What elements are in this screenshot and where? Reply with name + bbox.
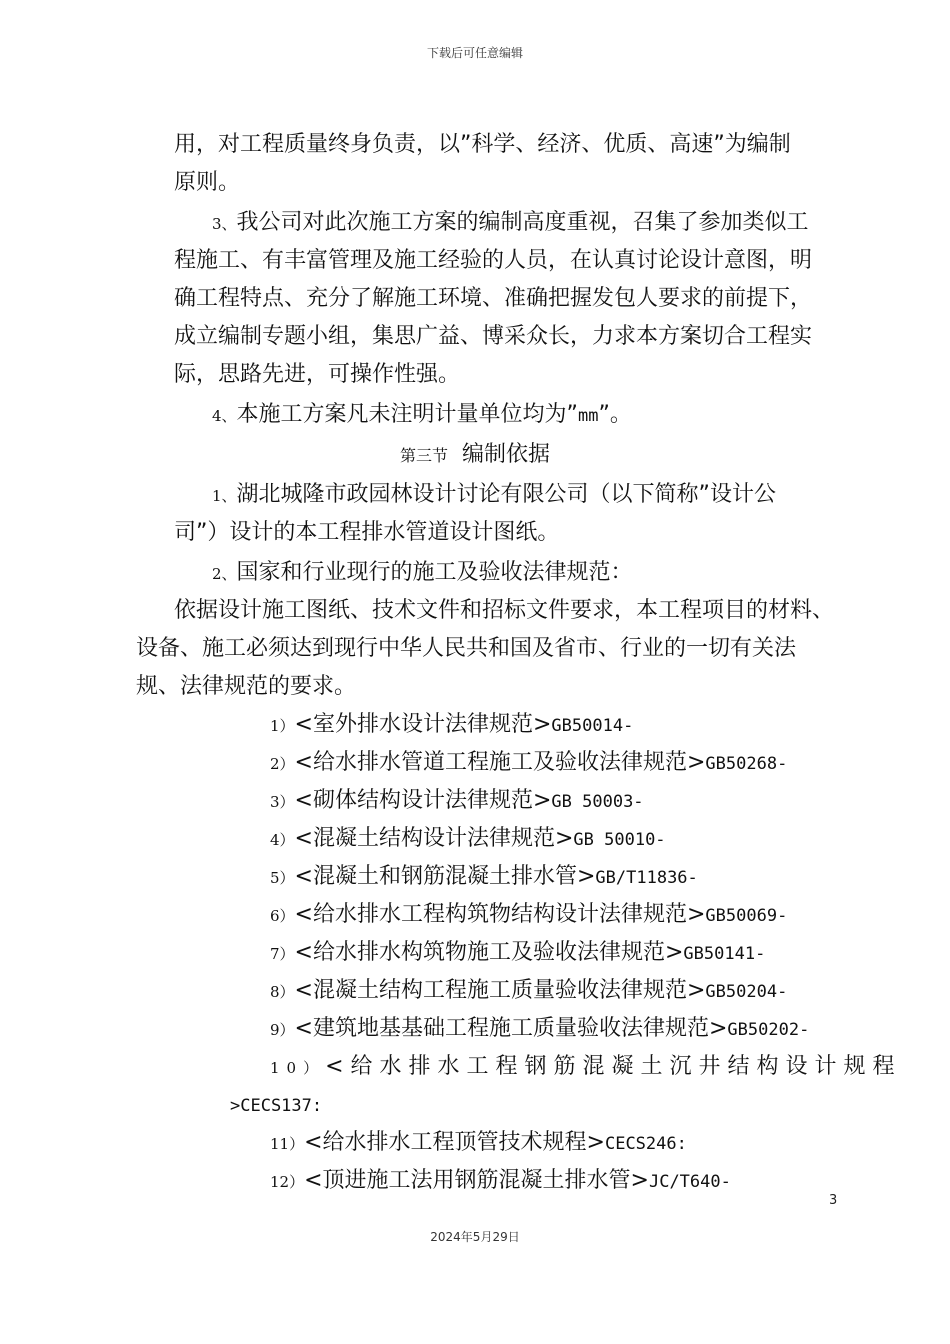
paragraph-line: 际，思路先进，可操作性强。 xyxy=(174,362,461,387)
paragraph-line: 确工程特点、充分了解施工环境、准确把握发包人要求的前提下， xyxy=(174,286,813,311)
section-title: 编制依据 xyxy=(462,442,551,467)
standard-code: GB 50003- xyxy=(551,792,644,812)
standard-code: GB50268- xyxy=(705,754,788,774)
standard-list-item xyxy=(270,896,787,935)
standard-list-item xyxy=(270,972,787,1011)
standard-name: <混凝土结构设计法律规范> xyxy=(294,826,574,851)
paragraph-line: 司”）设计的本工程排水管道设计图纸。 xyxy=(174,520,560,545)
paragraph-line: 用，对工程质量终身负责，以”科学、经济、优质、高速”为编制 xyxy=(174,132,791,157)
paragraph-text: 湖北城隆市政园林设计讨论有限公司（以下简称”设计公 xyxy=(236,482,776,507)
paragraph-line: 成立编制专题小组，集思广益、博采众长，力求本方案切合工程实 xyxy=(174,324,813,349)
list-number: 1） xyxy=(270,717,295,735)
standard-name: <给水排水构筑物施工及验收法律规范> xyxy=(294,940,684,965)
list-number: 12） xyxy=(270,1173,305,1191)
list-number: 5） xyxy=(270,869,295,887)
list-number: 10） xyxy=(270,1059,326,1077)
list-number: 8） xyxy=(270,983,295,1001)
standard-code: GB50204- xyxy=(705,982,788,1002)
paragraph-text: 国家和行业现行的施工及验收法律规范： xyxy=(236,560,633,585)
paragraph-line: 规、法律规范的要求。 xyxy=(136,674,357,699)
paragraph-line: 程施工、有丰富管理及施工经验的人员，在认真讨论设计意图，明 xyxy=(174,248,813,273)
list-number: 6） xyxy=(270,907,295,925)
standard-list-item xyxy=(270,744,787,783)
paragraph-text: ”。 xyxy=(598,402,632,427)
standard-name: <给水排水管道工程施工及验收法律规范> xyxy=(294,750,706,775)
standard-name: <给水排水工程顶管技术规程> xyxy=(304,1130,605,1155)
list-number: 9） xyxy=(270,1021,295,1039)
paragraph-number: 2、 xyxy=(212,565,237,583)
list-number: 7） xyxy=(270,945,295,963)
standard-code: CECS246: xyxy=(604,1134,687,1154)
standard-code: >CECS137: xyxy=(230,1096,323,1116)
list-number: 4） xyxy=(270,831,295,849)
standard-list-item xyxy=(270,1124,687,1163)
paragraph-line xyxy=(212,476,776,515)
list-number: 2） xyxy=(270,755,295,773)
paragraph-text: 本施工方案凡未注明计量单位均为” xyxy=(236,402,578,427)
standard-code: GB/T11836- xyxy=(595,868,698,888)
standard-list-item xyxy=(270,1048,902,1087)
standard-name: <给水排水工程钢筋混凝土沉井结构设计规程 xyxy=(325,1054,902,1079)
standard-list-item xyxy=(270,782,644,821)
paragraph-line xyxy=(212,554,633,593)
standard-list-item xyxy=(270,1010,809,1049)
standard-name: <给水排水工程构筑物结构设计法律规范> xyxy=(294,902,706,927)
paragraph-line xyxy=(212,204,809,243)
page-footer: 2024年5月29日 xyxy=(430,1230,520,1244)
standard-list-item xyxy=(270,858,698,897)
standard-name: <砌体结构设计法律规范> xyxy=(294,788,552,813)
standard-name: <混凝土结构工程施工质量验收法律规范> xyxy=(294,978,706,1003)
standard-code: GB50014- xyxy=(551,716,634,736)
paragraph-line xyxy=(212,396,632,435)
page-number: 3 xyxy=(829,1193,838,1208)
paragraph-text: 我公司对此次施工方案的编制高度重视，召集了参加类似工 xyxy=(236,210,809,235)
list-number: 3） xyxy=(270,793,295,811)
section-number: 第三节 xyxy=(399,446,448,465)
standard-code: GB50202- xyxy=(727,1020,810,1040)
paragraph-line: 原则。 xyxy=(174,170,241,195)
standard-name: <室外排水设计法律规范> xyxy=(294,712,552,737)
standard-list-item xyxy=(270,706,633,745)
section-heading xyxy=(0,436,950,475)
standard-list-item xyxy=(270,934,765,973)
standard-name: <建筑地基基础工程施工质量验收法律规范> xyxy=(294,1016,728,1041)
paragraph-number: 1、 xyxy=(212,487,237,505)
paragraph-number: 3、 xyxy=(212,215,237,233)
standard-name: <混凝土和钢筋混凝土排水管> xyxy=(294,864,596,889)
standard-name: <顶进施工法用钢筋混凝土排水管> xyxy=(304,1168,649,1193)
standard-code: GB50069- xyxy=(705,906,788,926)
standard-code: GB50141- xyxy=(683,944,766,964)
page-header: 下载后可任意编辑 xyxy=(426,46,523,60)
paragraph-line: 依据设计施工图纸、技术文件和招标文件要求，本工程项目的材料、 xyxy=(174,598,835,623)
standard-list-item xyxy=(270,820,666,859)
standard-code: JC/T640- xyxy=(648,1172,731,1192)
standard-list-item xyxy=(270,1162,731,1201)
standard-list-item-continuation xyxy=(230,1086,322,1125)
paragraph-line: 设备、施工必须达到现行中华人民共和国及省市、行业的一切有关法 xyxy=(136,636,797,661)
unit-text: mm xyxy=(577,406,599,426)
standard-code: GB 50010- xyxy=(573,830,666,850)
list-number: 11） xyxy=(270,1135,305,1153)
paragraph-number: 4、 xyxy=(212,407,237,425)
